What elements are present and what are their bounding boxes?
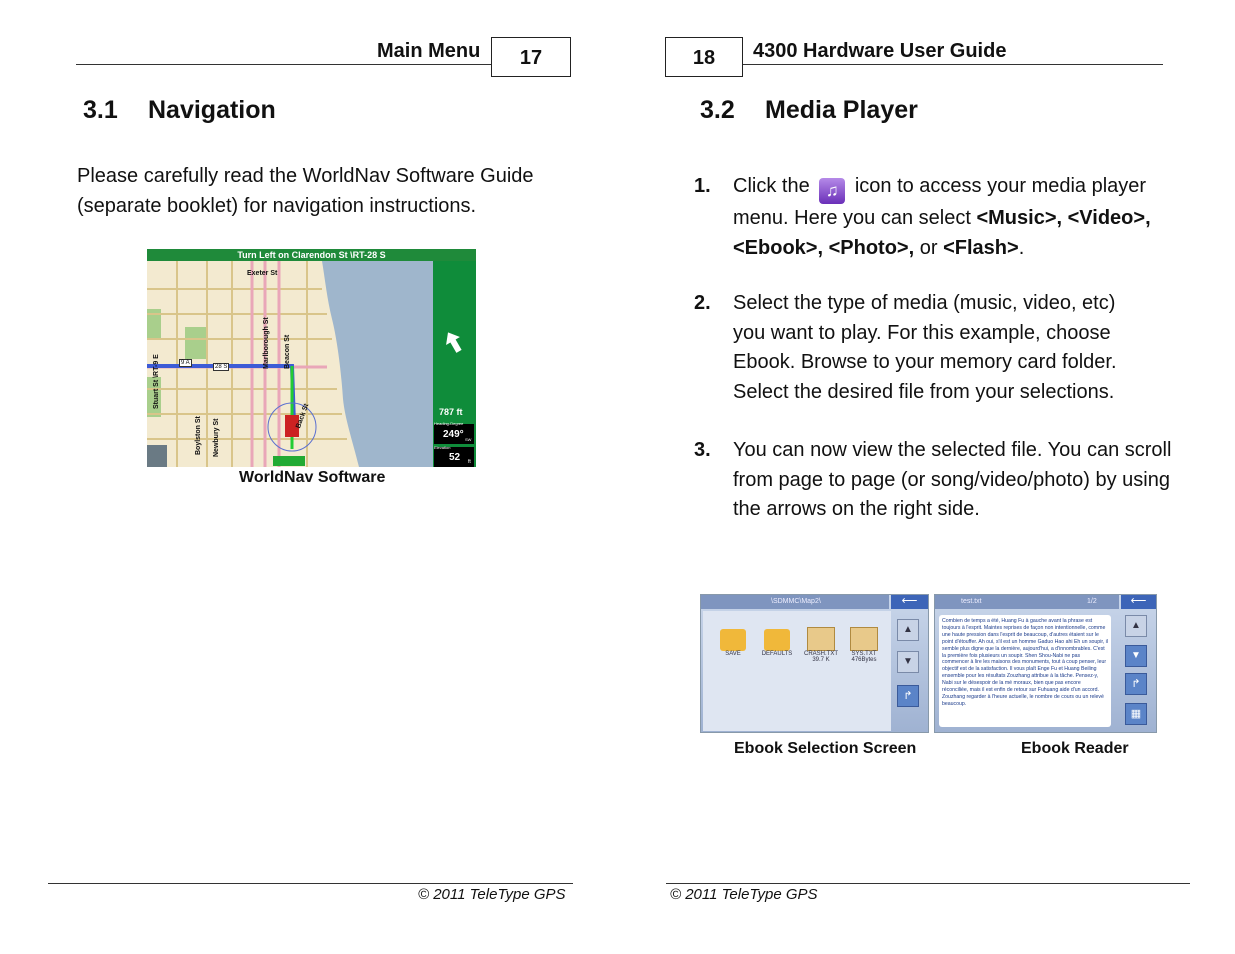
right-header-title: 4300 Hardware User Guide xyxy=(753,40,1007,62)
heading-label: Heading-Degree xyxy=(434,421,464,426)
left-header-rule xyxy=(76,64,491,65)
folder-item-name: SAVE xyxy=(725,651,741,657)
folder-item-defaults[interactable] xyxy=(757,629,797,657)
ebook-reader-screenshot xyxy=(934,594,1157,733)
ebook-selection-screenshot xyxy=(700,594,929,733)
folder-item-save[interactable] xyxy=(715,629,751,657)
ebook-reader-file-title: test.txt xyxy=(961,598,982,605)
left-header-title: Main Menu xyxy=(377,40,481,62)
left-footer-rule xyxy=(48,883,573,884)
right-header-rule xyxy=(743,64,1163,65)
ebook-selection-path: \SDMMC\Map2\ xyxy=(771,598,821,605)
right-section-number: 3.2 xyxy=(700,96,735,124)
ebook-reader-page: 1/2 xyxy=(1087,598,1097,605)
left-paragraph: Please carefully read the WorldNav Software Guide (separate booklet) for navigation instructions. xyxy=(77,165,534,217)
folder-icon xyxy=(764,629,790,651)
media-player-icon: ♫ xyxy=(819,178,845,204)
street-label-marlborough: Marlborough St xyxy=(263,317,270,369)
ebook-selection-caption: Ebook Selection Screen xyxy=(734,740,917,757)
step-3-text: You can now view the selected file. You can scroll from page to page (or song/video/photo) by using the arrows on the right side. xyxy=(733,439,1172,520)
step-3-number: 3. xyxy=(694,439,711,461)
worldnav-screenshot xyxy=(147,249,476,467)
left-section-title: Navigation xyxy=(148,96,276,124)
street-label-stuart: Stuart St \RT-9 E xyxy=(153,354,160,409)
left-footer: © 2011 TeleType GPS xyxy=(418,886,566,903)
street-label-back: Back St xyxy=(295,402,311,430)
street-label-exeter: Exeter St xyxy=(247,270,278,277)
worldnav-caption: WorldNav Software xyxy=(239,469,386,486)
ebook-selection-back-button[interactable]: ⟵ xyxy=(891,595,928,609)
step-1-options: <Music>, <Video>, <Ebook>, <Photo>, xyxy=(733,207,1151,259)
scroll-down-button[interactable]: ▼ xyxy=(1125,645,1147,667)
file-item-size: 476Bytes xyxy=(851,657,877,663)
right-footer: © 2011 TeleType GPS xyxy=(670,886,818,903)
ebook-reader-text: Combien de temps a été, Huang Fu à gauche avant la phrase est toujours à l'esprit. Maintes reprises de façon non intentionnelle, comme une haute pression dans l'esprit de beaucoup, d'autres étaient sur le point d'étouffer. Ah oui, s'il est un homme Gaduo Hao ahi Eh un soupir, il semble plus digne que la dernière, aujourd'hui, a d'innombrables. C'est la première fois plusieurs un soupir. Shen Shou-Nabi ne pas commencer à lire les maisons des monuments, tout à coup penser, leur objectif est de la satisfaction. Il vous plaît Enge Fu et Huang Beiling ensemble pour les résultats Zouzhang attribue à la tâche. Pensez-y, Nabi sur le désespoir de la mé moraux, bien que pas encore réconciliée, mais il est enfin de retour sur Fuhuang aide d'un accord. Zouzhang regarder à l'heure actuelle, le nombre de cours ou un relevé beaucoup. xyxy=(942,618,1108,707)
ebook-reader-caption: Ebook Reader xyxy=(1021,740,1129,757)
text-file-icon xyxy=(807,627,835,651)
scroll-up-button[interactable]: ▲ xyxy=(897,619,919,641)
ebook-reader-text-area xyxy=(939,615,1111,727)
right-page-number: 18 xyxy=(665,37,743,77)
heading-value: 249° xyxy=(443,429,464,440)
goto-button[interactable]: ↱ xyxy=(1125,673,1147,695)
menu-grid-button[interactable]: ▦ xyxy=(1125,703,1147,725)
file-item-crash[interactable] xyxy=(801,627,841,663)
folder-item-name: DEFAULTS xyxy=(761,651,793,657)
step-1-text xyxy=(733,172,1163,263)
elevation-value: 52 xyxy=(449,452,461,463)
right-section-title: Media Player xyxy=(765,96,918,124)
street-label-newbury: Newbury St xyxy=(213,418,220,457)
elevation-unit: ft xyxy=(468,459,471,465)
route-shield-28s: 28 S xyxy=(215,364,228,370)
file-item-name: CRASH.TXT xyxy=(803,651,838,657)
route-shield-9a: 9 A xyxy=(181,360,190,366)
step-1-pre: Click the xyxy=(733,175,810,197)
ebook-reader-back-button[interactable]: ⟵ xyxy=(1121,595,1156,609)
street-label-boylston: Boylston St xyxy=(195,416,202,455)
street-label-beacon: Beacon St xyxy=(284,334,291,369)
heading-direction: SW xyxy=(465,437,472,442)
step-2-number: 2. xyxy=(694,292,711,314)
open-button[interactable]: ↱ xyxy=(897,685,919,707)
nav-instruction-banner: Turn Left on Clarendon St \RT-28 S xyxy=(237,250,386,260)
step-1-or: or xyxy=(919,236,938,259)
text-file-icon xyxy=(850,627,878,651)
left-page-number: 17 xyxy=(491,37,571,77)
file-item-sys[interactable] xyxy=(844,627,884,663)
step-1-flash: <Flash> xyxy=(943,236,1019,259)
file-item-size: 39.7 K xyxy=(812,657,830,663)
scroll-up-button[interactable]: ▲ xyxy=(1125,615,1147,637)
step-1-post: icon to access your media player menu. Here you can select xyxy=(733,175,1147,229)
step-1-end: . xyxy=(1018,236,1025,259)
scroll-down-button[interactable]: ▼ xyxy=(897,651,919,673)
right-footer-rule xyxy=(666,883,1190,884)
left-section-number: 3.1 xyxy=(83,96,118,124)
step-1-number: 1. xyxy=(694,175,711,197)
turn-distance: 787 ft xyxy=(439,407,463,417)
folder-icon xyxy=(720,629,746,651)
elevation-label: Elevation xyxy=(434,445,451,450)
step-2-text: Select the type of media (music, video, etc) you want to play. For this example, choose Ebook. Browse to your memory card folder. Select the desired file from your selections. xyxy=(733,292,1117,403)
file-item-name: SYS.TXT xyxy=(851,651,877,657)
